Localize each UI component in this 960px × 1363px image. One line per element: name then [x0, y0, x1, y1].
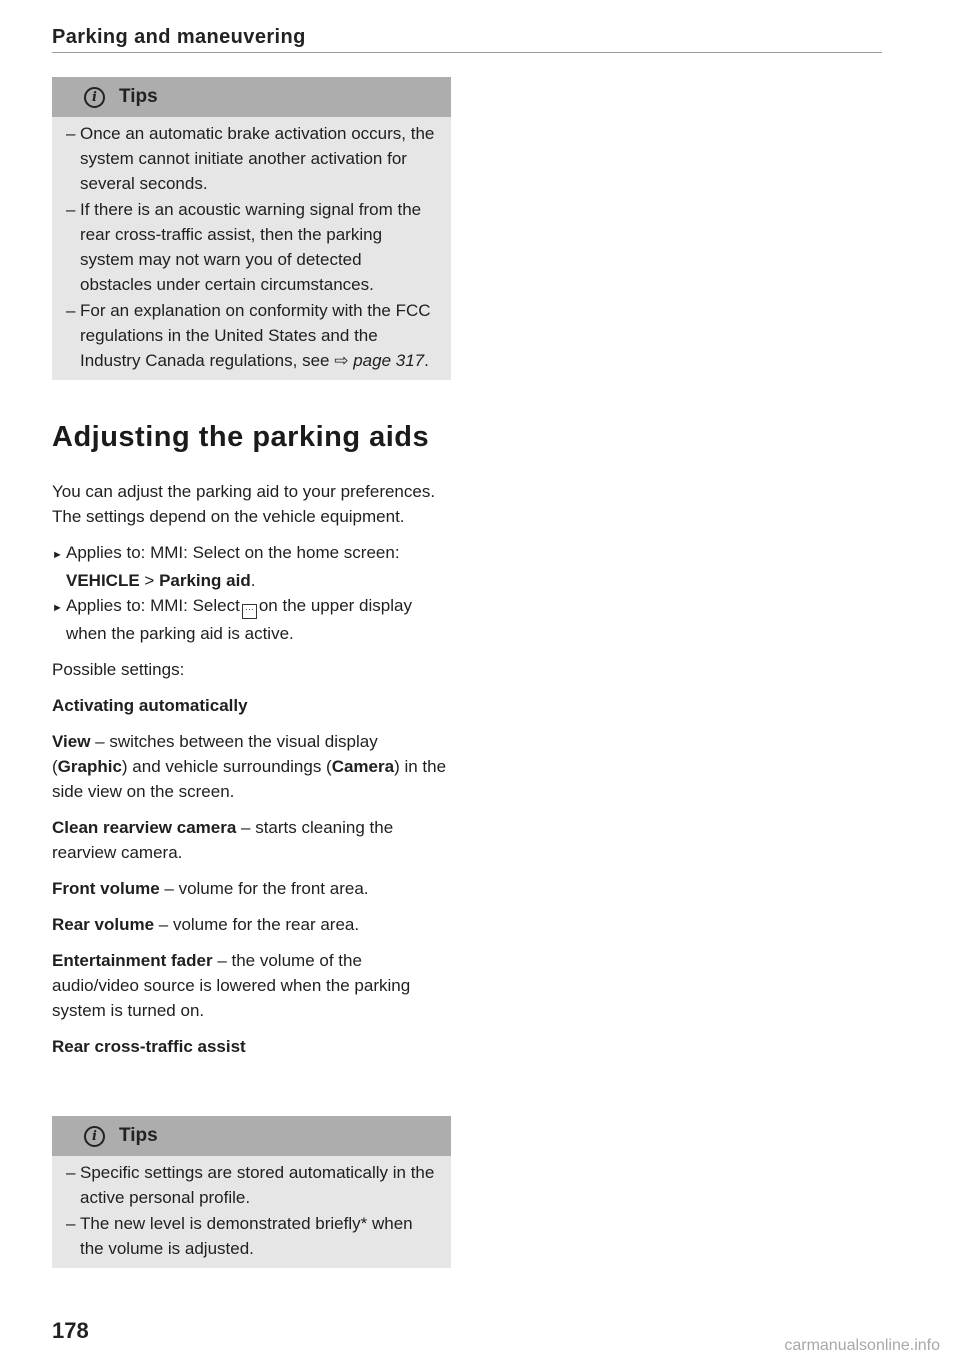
tip-text: If there is an acoustic warning signal from the rear cross-traffic assist, then the parking system may not warn you of detected obstacles under certain circumstances. [80, 200, 422, 294]
setting-name: Front volume [52, 879, 160, 898]
page-header [52, 22, 882, 53]
setting-desc: ) and vehicle surroundings ( [121, 757, 332, 776]
info-icon: i [84, 1126, 105, 1147]
possible-settings-label: Possible settings: [52, 660, 185, 679]
intro-paragraph: You can adjust the parking aid to your preferences. The settings depend on the vehicle equipment. [52, 482, 436, 526]
setting-rear-cross-traffic-assist [52, 1034, 451, 1059]
tip-item: – Specific settings are stored automatically in the active personal profile. [66, 1163, 435, 1207]
menu-parking-aid: Parking aid [159, 571, 251, 590]
setting-rear-volume [52, 912, 451, 937]
tips-body [52, 117, 451, 380]
setting-name: Rear cross-traffic assist [52, 1037, 246, 1056]
option-camera: Camera [331, 757, 395, 776]
tips-box-1 [52, 77, 451, 380]
more-options-icon: ··· [242, 604, 257, 619]
bullet-text: Applies to: MMI: Select on the home screen: [66, 543, 400, 562]
setting-desc: – volume for the front area. [159, 879, 369, 898]
tips-header [52, 77, 451, 117]
setting-desc: ) in the side view on the screen. [52, 757, 447, 801]
tips-label: Tips [119, 1125, 158, 1146]
page-reference-link[interactable]: ⇨ page 317 [334, 351, 425, 370]
setting-desc: – starts cleaning the rearview camera. [52, 818, 394, 862]
tip-text: Specific settings are stored automatically in the active personal profile. [80, 1163, 435, 1207]
setting-entertainment-fader [52, 948, 451, 1023]
section-title: Adjusting the parking aids [52, 421, 430, 453]
setting-desc: – switches between the visual display ( [52, 732, 378, 776]
setting-activating-automatically [52, 693, 451, 718]
setting-name: Entertainment fader [52, 951, 213, 970]
setting-name: Activating automatically [52, 696, 248, 715]
main-section [52, 421, 451, 1059]
info-icon: i [84, 87, 105, 108]
menu-separator: > [139, 571, 160, 590]
option-graphic: Graphic [57, 757, 122, 776]
setting-name: View [52, 732, 91, 751]
tips-label: Tips [119, 86, 158, 107]
bullet-text: on the upper display when the parking aid is active. [66, 596, 412, 643]
tip-item: – If there is an acoustic warning signal from the rear cross-traffic assist, then the parking system may not warn you of detected obstacles under certain circumstances. [66, 200, 422, 294]
setting-front-volume [52, 876, 451, 901]
menu-vehicle: VEHICLE [66, 571, 140, 590]
setting-desc: – volume for the rear area. [154, 915, 360, 934]
bullet-end: . [250, 571, 256, 590]
tip-item: – The new level is demonstrated briefly* when the volume is adjusted. [66, 1214, 413, 1258]
bullet-item [52, 540, 451, 593]
header-title: Parking and maneuvering [52, 26, 306, 48]
tips-body [52, 1156, 451, 1268]
tips-box-2 [52, 1116, 451, 1268]
setting-clean-rearview-camera [52, 815, 451, 865]
tip-end: . [424, 351, 429, 370]
tip-text: Once an automatic brake activation occurs, the system cannot initiate another activation for several seconds. [80, 124, 435, 193]
setting-desc: – the volume of the audio/video source is lowered when the parking system is turned on. [52, 951, 411, 1020]
page-number: 178 [52, 1318, 89, 1343]
setting-name: Clean rearview camera [52, 818, 237, 837]
bullet-triangle-icon: ► [52, 602, 63, 614]
bullet-item [52, 593, 451, 646]
setting-name: Rear volume [52, 915, 155, 934]
tip-text: The new level is demonstrated briefly* when the volume is adjusted. [80, 1214, 413, 1258]
tip-text: For an explanation on conformity with the FCC regulations in the United States and the Industry Canada regulations, see [80, 301, 431, 370]
setting-view [52, 729, 451, 804]
watermark: carmanualsonline.info [784, 1337, 940, 1354]
bullet-triangle-icon: ► [52, 549, 63, 561]
tip-item: – For an explanation on conformity with the FCC regulations in the United States and the Industry Canada regulations, see ⇨ page 317. [66, 301, 431, 370]
bullet-text: Applies to: MMI: Select [66, 596, 240, 615]
tips-header [52, 1116, 451, 1156]
tip-item: – Once an automatic brake activation occurs, the system cannot initiate another activation for several seconds. [66, 124, 435, 193]
